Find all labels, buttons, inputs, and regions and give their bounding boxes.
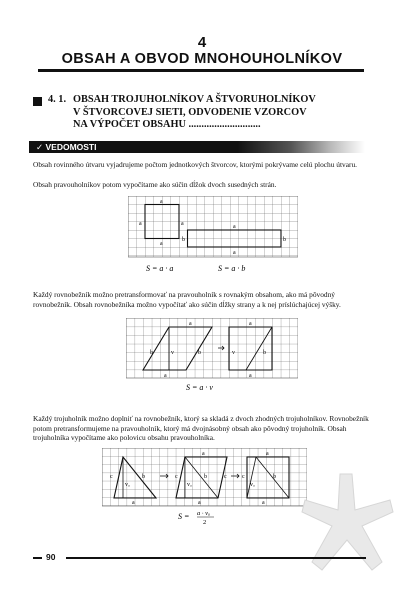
label-a: a (132, 500, 135, 506)
formula-denominator: 2 (203, 519, 207, 526)
label-a: a (262, 500, 265, 506)
chapter-number: 4 (197, 34, 207, 51)
label-a: a (249, 373, 252, 379)
section-heading-line3: NA VÝPOČET OBSAHU (73, 119, 186, 131)
label-b: b (263, 350, 266, 356)
page-number: 90 (46, 552, 56, 562)
section-number: 4. 1. (48, 94, 67, 105)
label-b: b (204, 474, 207, 480)
watermark-star-icon (300, 470, 395, 580)
label-c: c (224, 474, 227, 480)
label-b: b (182, 237, 185, 243)
knowledge-label-text: VEDOMOSTI (45, 142, 97, 152)
paragraph-1b: Obsah pravouholníkov potom vypočítame ako súčin dĺžok dvoch susedných strán. (33, 180, 277, 189)
label-a: a (202, 451, 205, 457)
label-a: a (139, 221, 142, 227)
label-c: c (110, 474, 113, 480)
label-a: a (233, 224, 236, 230)
label-c: c (175, 474, 178, 480)
formula-square: S = a · a (146, 264, 174, 273)
formula-numerator: a · vₐ (197, 510, 210, 517)
label-b: b (150, 350, 153, 356)
chapter-title-rule (38, 69, 364, 72)
formula-prefix: S = (178, 512, 190, 521)
section-heading (48, 94, 348, 132)
label-b: b (273, 474, 276, 480)
label-a: a (249, 321, 252, 327)
section-heading-leader: ............................ (188, 119, 261, 131)
paragraph-3: Každý trojuholník možno doplniť na rovnobežník, ktorý sa skladá z dvoch zhodných trojuholníkov. Rovnobežník potom pretransformujeme na pravouholník, ktorý má dvojnásobný obsah ako pôvodný trojuholník. Obsah trojuholníka vypočítame ako polovicu obsahu pravouholníka. (33, 414, 369, 443)
label-va: vₐ (187, 482, 192, 488)
chapter-title: OBSAH A OBVOD MNOHOUHOLNÍKOV (61, 51, 343, 67)
label-v: v (171, 350, 174, 356)
grid (128, 196, 298, 257)
label-a: a (233, 250, 236, 256)
formula-parallelogram: S = a · v (186, 383, 213, 392)
paragraph-2: Každý rovnobežník možno pretransformovať na pravouholník s rovnakým obsahom, ako má pôvodný rovnobežník. Obsah rovnobežníka možno vypočítať ako súčin dĺžky strany a k nej príslúchajúcej výšky. (33, 290, 341, 309)
label-b: b (142, 474, 145, 480)
label-a: a (160, 199, 163, 205)
footer-rule (66, 557, 366, 559)
label-va: vₐ (250, 482, 255, 488)
figure-rectangles-grid (128, 196, 298, 274)
paragraph-1a: Obsah rovinného útvaru vyjadrujeme počtom jednotkových štvorcov, ktorými pokrývame celú plochu útvaru. (33, 160, 358, 169)
section-heading-line2: V ŠTVORCOVEJ SIETI, ODVODENIE VZORCOV (73, 106, 307, 118)
label-va: vₐ (125, 482, 130, 488)
label-a: a (266, 451, 269, 457)
label-b: b (283, 237, 286, 243)
label-a: a (160, 241, 163, 247)
formula-rectangle: S = a · b (218, 264, 246, 273)
label-a: a (164, 373, 167, 379)
label-a: a (181, 221, 184, 227)
label-a: a (198, 500, 201, 506)
footer-rule-left (33, 557, 42, 559)
label-b: b (198, 350, 201, 356)
figure-triangle-grid (102, 448, 307, 526)
label-a: a (189, 321, 192, 327)
section-heading-line1: OBSAH TROJUHOLNÍKOV A ŠTVORUHOLNÍKOV (73, 94, 316, 105)
figure-parallelogram-grid (126, 318, 298, 394)
section-bullet-square (33, 97, 42, 106)
knowledge-banner-label: ✓ VEDOMOSTI (36, 142, 97, 152)
label-c: c (242, 474, 245, 480)
label-v: v (232, 350, 235, 356)
